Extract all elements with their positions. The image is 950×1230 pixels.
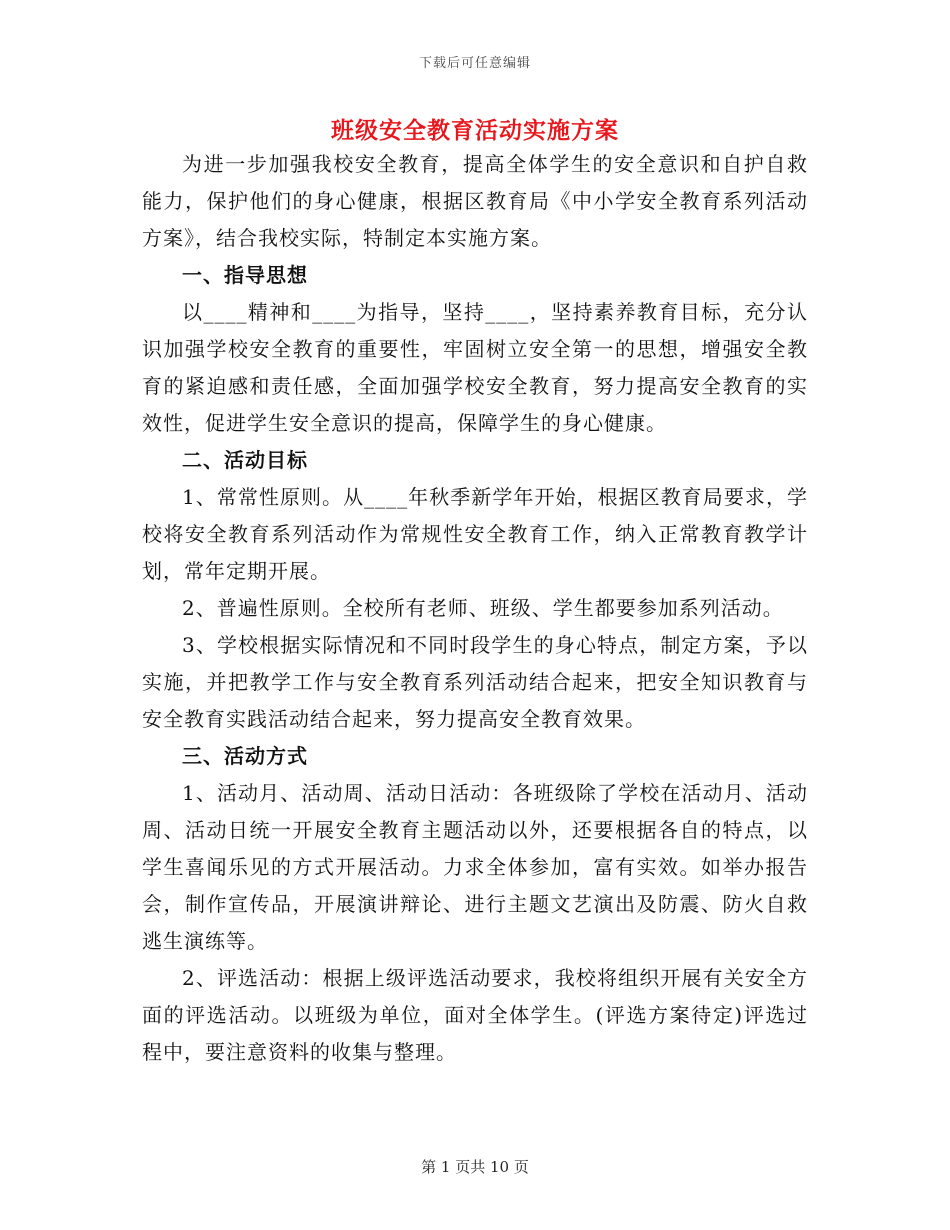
section-heading-activity-goals: 二、活动目标 [182, 448, 308, 472]
intro-paragraph: 为进一步加强我校安全教育，提高全体学生的安全意识和自护自救能力，保护他们的身心健康，根据区教育局《中小学安全教育系列活动方案》，结合我校实际，特制定本实施方案。 [142, 152, 808, 250]
document-title: 班级安全教育活动实施方案 [331, 118, 619, 144]
page-header-note: 下载后可任意编辑 [418, 56, 531, 71]
section-heading-guiding-thought: 一、指导思想 [182, 263, 308, 287]
activity-goals-paragraph-2: 2、普遍性原则。全校所有老师、班级、学生都要参加系列活动。 [182, 596, 784, 620]
document-body [142, 146, 808, 1071]
activity-goals-paragraph-1: 1、常常性原则。从____年秋季新学年开始，根据区教育局要求，学校将安全教育系列活动作为常规性安全教育工作，纳入正常教育教学计划，常年定期开展。 [142, 485, 808, 583]
section-heading-activity-methods: 三、活动方式 [182, 744, 308, 768]
activity-goals-paragraph-3: 3、学校根据实际情况和不同时段学生的身心特点，制定方案，予以实施，并把教学工作与安全教育系列活动结合起来，把安全知识教育与安全教育实践活动结合起来，努力提高安全教育效果。 [142, 633, 808, 731]
activity-methods-paragraph-1: 1、活动月、活动周、活动日活动：各班级除了学校在活动月、活动周、活动日统一开展安全教育主题活动以外，还要根据各自的特点，以学生喜闻乐见的方式开展活动。力求全体参加，富有实效。如举办报告会，制作宣传品，开展演讲辩论、进行主题文艺演出及防震、防火自救逃生演练等。 [142, 781, 808, 953]
activity-methods-paragraph-2: 2、评选活动：根据上级评选活动要求，我校将组织开展有关安全方面的评选活动。以班级为单位，面对全体学生。(评选方案待定)评选过程中，要注意资料的收集与整理。 [142, 966, 808, 1064]
page-number-footer: 第 1 页共 10 页 [421, 1158, 529, 1176]
guiding-thought-paragraph: 以____精神和____为指导，坚持____，坚持素养教育目标，充分认识加强学校安全教育的重要性，牢固树立安全第一的思想，增强安全教育的紧迫感和责任感，全面加强学校安全教育，努力提高安全教育的实效性，促进学生安全意识的提高，保障学生的身心健康。 [142, 300, 808, 435]
